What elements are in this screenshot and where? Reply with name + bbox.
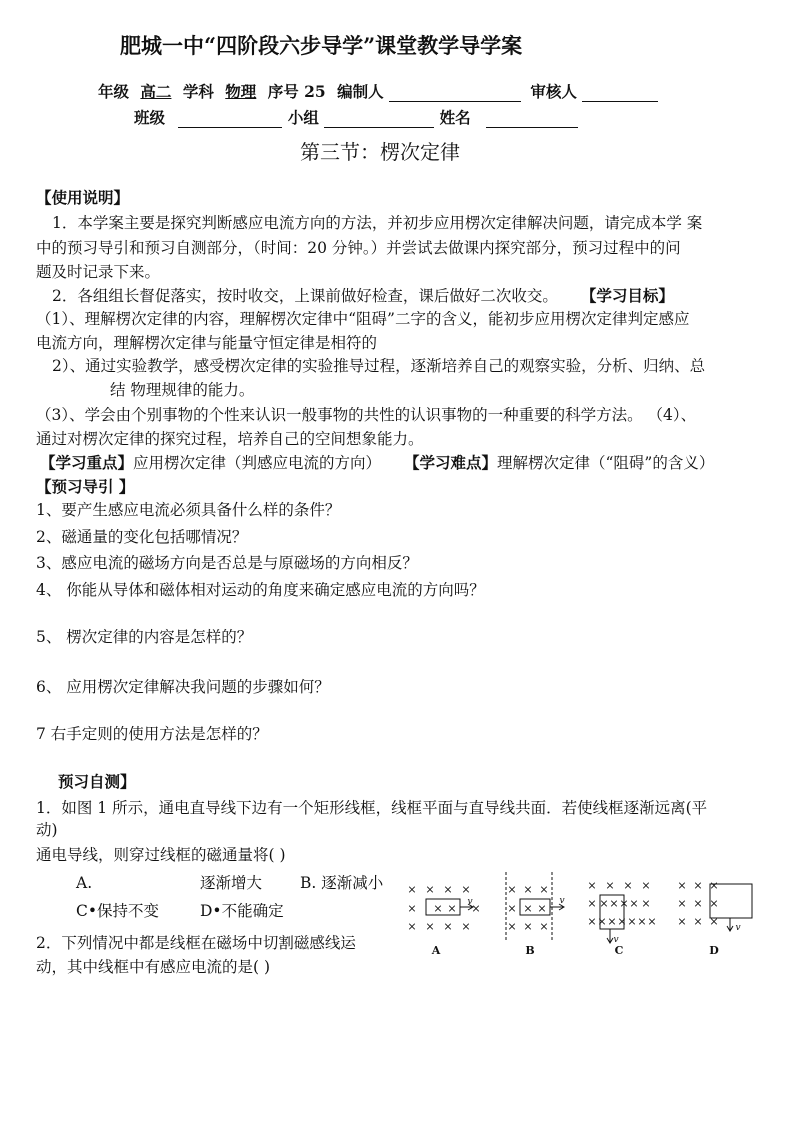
difficulty-text: 理解楞次定律（“阻碍”的含义） [496, 454, 715, 472]
subject-label: 学科 [182, 82, 214, 101]
goal-line-3: 2）、通过实验教学，感受楞次定律的实验推导过程，逐渐培养自己的观察实验，分析、归纳、总 [52, 357, 706, 375]
svg-text:×: × [507, 902, 517, 915]
figure-label-c: C [614, 944, 624, 957]
figure-c [587, 879, 656, 957]
usage-heading: 【使用说明】 [36, 188, 130, 207]
class-field[interactable] [178, 111, 282, 128]
figure-label-a: A [431, 944, 441, 957]
svg-text:×: × [641, 897, 651, 910]
svg-text:×: × [461, 883, 471, 896]
grade-label: 年级 [98, 82, 130, 101]
svg-text:×: × [629, 897, 639, 910]
key-point-label: 【学习重点】 [40, 453, 134, 472]
figure-label-b: B [525, 944, 535, 957]
svg-text:×: × [587, 879, 597, 892]
svg-text:×: × [709, 915, 719, 928]
name-label: 姓名 [439, 108, 471, 127]
svg-text:×: × [407, 883, 417, 896]
svg-text:×: × [407, 902, 417, 915]
option-c: C•保持不变 [76, 902, 160, 920]
key-point-text: 应用楞次定律（判感应电流的方向） [133, 454, 382, 472]
header-row-1 [98, 82, 658, 102]
option-d: D•不能确定 [200, 902, 284, 920]
goal-line-6: 通过对楞次定律的探究过程，培养自己的空间想象能力。 [36, 430, 424, 448]
svg-text:×: × [523, 902, 533, 915]
velocity-label-a: v [467, 897, 473, 907]
usage-line-3: 题及时记录下来。 [36, 263, 161, 281]
grade-value: 高二 [140, 82, 172, 101]
svg-text:×: × [617, 915, 627, 928]
svg-text:×: × [605, 879, 615, 892]
figure-d [677, 879, 752, 957]
goal-line-1: （1）、理解楞次定律的内容，理解楞次定律中“阻碍”二字的含义，能初步应用楞次定律判定感应 [36, 310, 690, 328]
svg-text:×: × [641, 879, 651, 892]
svg-text:×: × [597, 915, 607, 928]
svg-text:×: × [709, 897, 719, 910]
svg-text:×: × [507, 920, 517, 933]
guide-question-1: 1、要产生感应电流必须具备什么样的条件？ [36, 501, 341, 519]
svg-text:×: × [425, 883, 435, 896]
guide-question-3: 3、感应电流的磁场方向是否总是与原磁场的方向相反？ [36, 554, 418, 572]
figure-label-d: D [709, 944, 719, 957]
option-b: B. 逐渐减小 [300, 874, 384, 892]
svg-text:×: × [471, 902, 481, 915]
focus-line [40, 453, 714, 473]
page-title: 肥城一中“四阶段六步导学”课堂教学导学案 [120, 33, 523, 58]
svg-text:×: × [443, 883, 453, 896]
svg-text:×: × [587, 897, 597, 910]
subject-value: 物理 [225, 82, 257, 101]
problem-2-line-1: 2．下列情况中都是线框在磁场中切割磁感线运 [36, 934, 356, 952]
svg-text:×: × [539, 883, 549, 896]
svg-text:×: × [627, 915, 637, 928]
difficulty-label: 【学习难点】 [403, 453, 497, 472]
guide-question-2: 2、磁通量的变化包括哪情况？ [36, 528, 248, 546]
problem-1-line-3: 通电导线，则穿过线框的磁通量将( ) [36, 846, 286, 864]
svg-text:×: × [623, 879, 633, 892]
svg-text:×: × [677, 897, 687, 910]
goal-line-5: （3）、学会由个别事物的个性来认识一般事物的共性的认识事物的一种重要的科学方法。 （4）、 [36, 406, 697, 424]
svg-text:×: × [523, 920, 533, 933]
magnetic-field-figure [400, 868, 780, 958]
svg-text:×: × [647, 915, 657, 928]
svg-text:×: × [507, 883, 517, 896]
svg-text:×: × [537, 902, 547, 915]
self-test-heading: 预习自测】 [58, 772, 136, 791]
editor-field[interactable] [389, 85, 521, 102]
guide-question-5: 5、 楞次定律的内容是怎样的？ [36, 628, 253, 646]
svg-text:×: × [709, 879, 719, 892]
problem-1-line-1: 1．如图 1 所示，通电直导线下边有一个矩形线框，线框平面与直导线共面．若使线框逐渐远离(平 [36, 799, 708, 817]
goals-heading: 【学习目标】 [580, 286, 674, 305]
svg-text:×: × [523, 883, 533, 896]
svg-text:×: × [693, 915, 703, 928]
reviewer-label: 审核人 [530, 82, 577, 101]
option-a-label: A. [76, 874, 93, 892]
svg-text:×: × [609, 897, 619, 910]
svg-text:×: × [677, 915, 687, 928]
svg-text:×: × [693, 879, 703, 892]
svg-text:×: × [447, 902, 457, 915]
group-label: 小组 [287, 108, 319, 127]
usage-line-2: 中的预习导引和预习自测部分，（时间：20 分钟。）并尝试去做课内探究部分，预习过程中的问 [36, 239, 681, 257]
usage-line-4-text: 2．各组组长督促落实，按时收交，上课前做好检查，课后做好二次收交。 [52, 287, 558, 305]
class-label: 班级 [134, 108, 166, 127]
velocity-label-b: v [559, 896, 565, 906]
svg-text:×: × [693, 897, 703, 910]
figure-b [506, 872, 565, 957]
guide-question-6: 6、 应用楞次定律解决我问题的步骤如何？ [36, 678, 330, 696]
name-field[interactable] [486, 111, 578, 128]
option-a-text: 逐渐增大 [200, 874, 263, 892]
problem-1-line-2: 动) [36, 821, 58, 839]
reviewer-field[interactable] [582, 85, 658, 102]
goal-line-4: 结 物理规律的能力。 [110, 381, 255, 399]
serial-number: 序号 25 [267, 82, 326, 101]
velocity-label-c: v [613, 935, 619, 945]
svg-text:×: × [599, 897, 609, 910]
svg-text:×: × [433, 902, 443, 915]
svg-text:×: × [677, 879, 687, 892]
svg-text:×: × [587, 915, 597, 928]
svg-text:×: × [425, 920, 435, 933]
preview-guide-heading: 【预习导引 】 [36, 477, 135, 496]
svg-text:×: × [539, 920, 549, 933]
problem-2-line-2: 动，其中线框中有感应电流的是( ) [36, 958, 271, 976]
guide-question-4: 4、 你能从导体和磁体相对运动的角度来确定感应电流的方向吗？ [36, 581, 485, 599]
figure-a [407, 883, 480, 957]
svg-text:×: × [443, 920, 453, 933]
svg-text:×: × [407, 920, 417, 933]
svg-text:×: × [619, 897, 629, 910]
group-field[interactable] [324, 111, 434, 128]
svg-text:×: × [637, 915, 647, 928]
section-title: 第三节：楞次定律 [300, 140, 460, 164]
usage-line-4 [52, 286, 674, 306]
svg-text:×: × [461, 920, 471, 933]
goal-line-2: 电流方向，理解楞次定律与能量守恒定律是相符的 [36, 334, 378, 352]
velocity-label-d: v [735, 923, 741, 933]
editor-label: 编制人 [337, 82, 384, 101]
header-row-2 [134, 108, 578, 128]
usage-line-1: 1．本学案主要是探究判断感应电流方向的方法，并初步应用楞次定律解决问题，请完成本学 案 [52, 214, 703, 232]
guide-question-7: 7 右手定则的使用方法是怎样的？ [36, 725, 268, 743]
svg-text:×: × [607, 915, 617, 928]
